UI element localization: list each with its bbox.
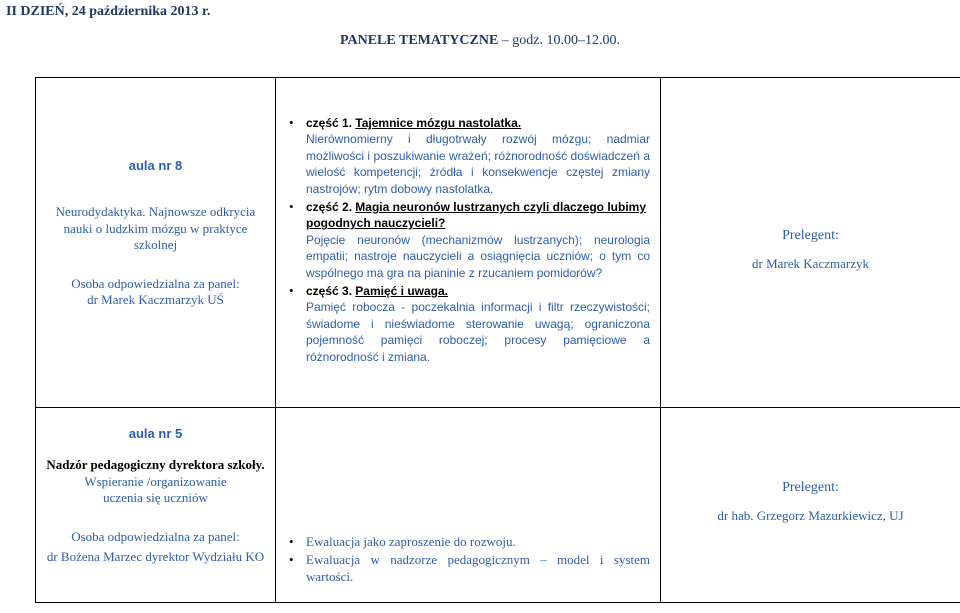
- panel-row-2: [36, 408, 960, 603]
- panels-title: [0, 33, 960, 49]
- lecturer-label: Prelegent:: [782, 480, 839, 495]
- panel-title-line1: Nadzór pedagogiczny dyrektora szkoły.: [46, 457, 265, 473]
- panel-2-lecturer-cell: [661, 408, 960, 603]
- day-header: II DZIEŃ, 24 października 2013 r.: [6, 4, 211, 19]
- panels-time-value: godz. 10.00–12.00.: [512, 33, 621, 48]
- program-item-1: [286, 534, 650, 550]
- part-description: Pojęcie neuronów (mechanizmów lustrzanych); neurologia empatii; nastroje nauczycieli a osiągnięcia uczniów; o tym co wspólnego ma gra na pianinie z rzucaniem pomidorów?: [306, 232, 650, 280]
- responsible-label: Osoba odpowiedzialna za panel:: [71, 275, 240, 291]
- responsible-name: dr Marek Kaczmarzyk UŚ: [87, 292, 224, 308]
- panel-title-line2: Wspieranie /organizowanie uczenia się uczniów: [84, 473, 227, 506]
- bullet-icon: •: [289, 115, 294, 130]
- panel-2-program-cell: [276, 408, 661, 603]
- panel-row-1: [36, 78, 960, 408]
- room-label: aula nr 5: [128, 426, 183, 441]
- lecturer-name: dr hab. Grzegorz Mazurkiewicz, UJ: [717, 508, 904, 524]
- part-title: Magia neuronów lustrzanych czyli dlaczego lubimy pogodnych nauczycieli?: [306, 200, 647, 231]
- bullet-icon: •: [289, 534, 294, 549]
- program-item-2: [286, 552, 650, 585]
- lecturer-label: Prelegent:: [782, 228, 839, 243]
- part-label: część 1.: [306, 116, 353, 130]
- panels-title-main: PANELE TEMATYCZNE: [339, 33, 499, 48]
- part-description: Pamięć robocza - poczekalnia informacji i filtr rzeczywistości; świadome i nieświadome sterowanie uwagą; ograniczona pojemność pamięci roboczej; procesy pamięciowe a różnorodność i zmiana.: [306, 300, 650, 364]
- lecturer-name: dr Marek Kaczmarzyk: [752, 256, 869, 272]
- part-description: Nierównomierny i długotrwały rozwój mózgu; nadmiar możliwości i poszukiwanie wrażeń; różnorodność doświadczeń a wielość kompetencji; źródła i konsekwencje częstej zmiany nastrojów; rytm dobowy nastolatka.: [306, 132, 650, 196]
- program-item-text: Ewaluacja w nadzorze pedagogicznym – model i system wartości.: [306, 552, 650, 584]
- part-title: Pamięć i uwaga.: [355, 284, 449, 299]
- panel-1-program-cell: [276, 78, 661, 408]
- bullet-icon: •: [289, 199, 294, 215]
- panel-1-info-cell: [36, 78, 276, 408]
- part-label: część 2.: [306, 200, 353, 215]
- part-label: część 3.: [306, 284, 353, 299]
- bullet-icon: •: [289, 552, 294, 568]
- part-title: Tajemnice mózgu nastolatka.: [355, 116, 522, 130]
- bullet-icon: •: [289, 283, 294, 299]
- program-part-1: [286, 115, 650, 197]
- panel-2-info-cell: [36, 408, 276, 603]
- program-part-2: [286, 199, 650, 281]
- panels-time: –: [501, 33, 513, 48]
- responsible-name: dr Bożena Marzec dyrektor Wydziału KO: [46, 549, 265, 565]
- panel-1-lecturer-cell: [661, 78, 960, 408]
- room-label: aula nr 8: [128, 158, 183, 173]
- responsible-label: Osoba odpowiedzialna za panel:: [71, 528, 240, 544]
- panels-table: [35, 77, 960, 603]
- program-part-3: [286, 283, 650, 365]
- program-item-text: Ewaluacja jako zaproszenie do rozwoju.: [306, 534, 516, 549]
- panel-title: Neurodydaktyka. Najnowsze odkrycia nauki o ludzkim mózgu w praktyce szkolnej: [55, 204, 256, 253]
